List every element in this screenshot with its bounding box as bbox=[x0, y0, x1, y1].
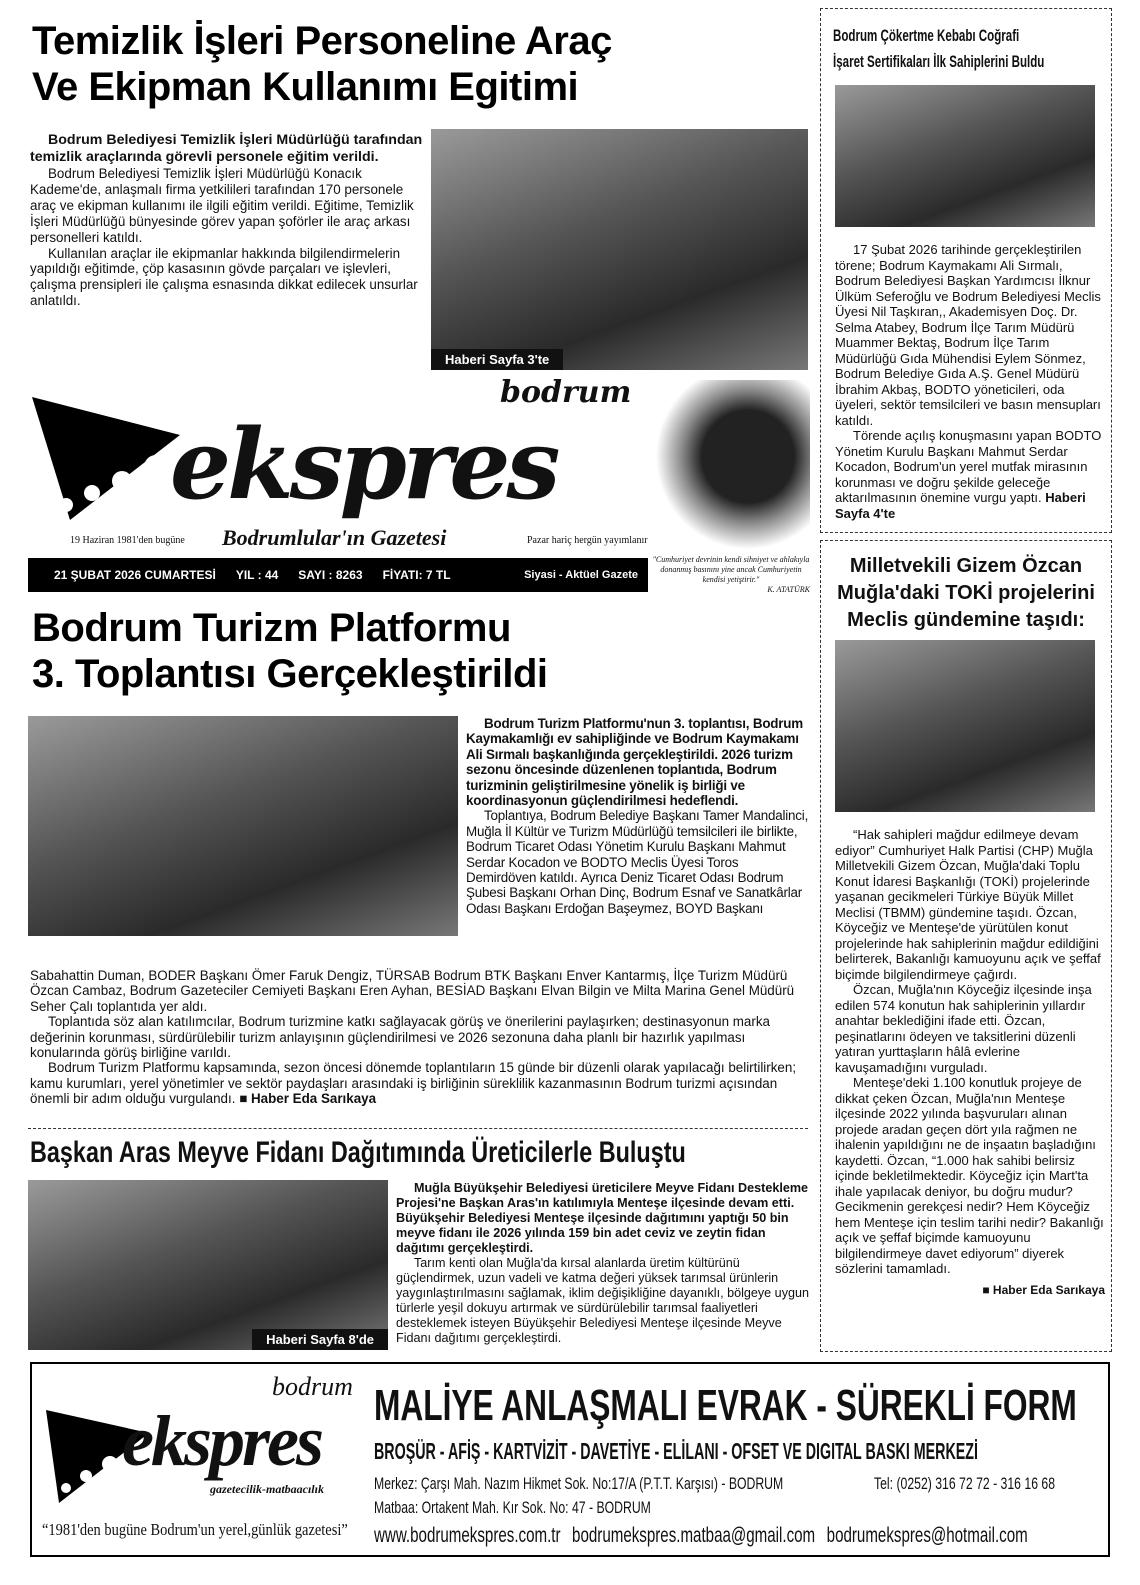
ad-title: MALİYE ANLAŞMALI EVRAK - SÜREKLİ FORM bbox=[374, 1381, 1077, 1430]
issue-year: YIL : 44 bbox=[235, 568, 279, 582]
masthead-logo bbox=[30, 375, 650, 555]
divider bbox=[28, 1128, 808, 1129]
story1-body bbox=[30, 132, 425, 309]
headline-line: 3. Toplantısı Gerçekleştirildi bbox=[32, 652, 548, 696]
headline-line: İşaret Sertifikaları İlk Sahiplerini Buldu bbox=[833, 52, 1045, 71]
certificate-ceremony-photo bbox=[835, 85, 1095, 227]
quote-text: "Cumhuriyet devrinin kendi sihniyet ve ahlakıyla donanmış basınını yine ancak Cumhuriyetin kendisi yetiştirir." bbox=[652, 555, 810, 584]
story3-headline: Başkan Aras Meyve Fidanı Dağıtımında Üreticilerle Buluştu bbox=[30, 1136, 686, 1169]
continued-link: Haberi Sayfa 4'te bbox=[835, 490, 1086, 521]
story2-body bbox=[30, 968, 808, 1107]
side1-headline bbox=[833, 23, 1044, 75]
story2-lead: Bodrum Turizm Platformu'nun 3. toplantısı, Bodrum Kaymakamlığı ev sahipliğinde ve Bodrum Kaymakamı Ali Sırmalı başkanlığında gerçekleştirildi. 2026 turizm sezonu öncesinde düzenlenen toplantıda, Bodrum turizminin geliştirilmesine yönelik iş birliği ve koordinasyonun güçlendirilmesi hedeflendi. bbox=[466, 716, 803, 809]
ad-address-center: Merkez: Çarşı Mah. Nazım Hikmet Sok. No:17/A (P.T.T. Karşısı) - BODRUM bbox=[374, 1474, 784, 1493]
ad-motto: “1981'den bugüne Bodrum'un yerel,günlük gazetesi” bbox=[42, 1520, 348, 1539]
headline-line: Bodrum Çökertme Kebabı Coğrafi bbox=[833, 26, 1020, 45]
ataturk-quote bbox=[652, 555, 810, 595]
story2-headline bbox=[32, 605, 822, 697]
ad-logo-sub: gazetecilik-matbaacılık bbox=[210, 1482, 324, 1496]
ad-services: BROŞÜR - AFİŞ - KARTVİZİT - DAVETİYE - ELİLANI - OFSET VE DIGITAL BASKI MERKEZİ bbox=[374, 1438, 978, 1464]
story1-headline bbox=[32, 18, 822, 110]
issue-info-bar bbox=[28, 558, 648, 592]
print-shop-ad bbox=[30, 1362, 1110, 1557]
photo-caption: Haberi Sayfa 8'de bbox=[252, 1329, 388, 1350]
side-story-toki bbox=[820, 540, 1112, 1352]
ad-website-link[interactable]: www.bodrumekspres.com.tr bbox=[374, 1524, 561, 1547]
issue-date: 21 ŞUBAT 2026 CUMARTESİ bbox=[54, 568, 216, 582]
byline: ■ Haber Eda Sarıkaya bbox=[239, 1091, 377, 1107]
paper-type: Siyasi - Aktüel Gazete bbox=[524, 569, 638, 581]
quote-author: K. ATATÜRK bbox=[767, 585, 810, 594]
ad-logo-name: ekspres bbox=[122, 1401, 321, 1481]
since-text: 19 Haziran 1981'den bugüne bbox=[70, 535, 185, 546]
paragraph: Bodrum Belediyesi Temizlik İşleri Müdürlüğü Konacık Kademe'de, anlaşmalı firma yetkilileri tarafından 170 personele araç ve ekipman kullanımı ile ilgili eğitim verildi. Eğitime, Temizlik İşleri Müdürlüğü bünyesinde görev yapan şoförler ile araç arkası personelleri katıldı. bbox=[30, 166, 414, 245]
issue-price: FİYATI: 7 TL bbox=[382, 568, 451, 582]
story3-body bbox=[396, 1181, 810, 1346]
ad-email-link[interactable]: bodrumekspres@hotmail.com bbox=[826, 1524, 1028, 1547]
headline-line: Ve Ekipman Kullanımı Egitimi bbox=[32, 65, 579, 109]
paragraph: Törende açılış konuşmasını yapan BODTO Yönetim Kurulu Başkanı Mahmut Serdar Kocadon, Bodrum'un yerel mutfak mirasının korunması ve doğru şekilde geleceğe aktarılmasının önemine vurgu yaptı. bbox=[835, 428, 1102, 505]
garbage-truck-photo bbox=[431, 129, 808, 370]
ad-logo-small: bodrum bbox=[272, 1372, 353, 1401]
ad-contacts bbox=[374, 1524, 1028, 1548]
side-story-kebab bbox=[820, 8, 1112, 533]
story1-lead: Bodrum Belediyesi Temizlik İşleri Müdürlüğü tarafından temizlik araçlarında görevli personele eğitim verildi. bbox=[30, 132, 423, 165]
issue-number: SAYI : 8263 bbox=[298, 568, 363, 582]
ad-email-link[interactable]: bodrumekspres.matbaa@gmail.com bbox=[572, 1524, 816, 1547]
paragraph: “Hak sahipleri mağdur edilmeye devam ediyor” Cumhuriyet Halk Partisi (CHP) Muğla Milletvekili Gizem Özcan, Muğla'daki Toplu Konut İdaresi Başkanlığı (TOKİ) projelerinde yaşanan gecikmeleri Türkiye Büyük Millet Meclisi (TBMM) gündemine taşıdı. Özcan, Köyceğiz ve Menteşe'de yürütülen konut projelerinde hak sahiplerinin mağdur edildiğini belirterek, Bakanlığı kamuoyunu açık ve şeffaf biçimde bilgilendirmeye çağırdı. bbox=[835, 827, 1101, 982]
headline-line: Temizlik İşleri Personeline Araç bbox=[32, 19, 612, 63]
frequency-text: Pazar hariç hergün yayımlanır bbox=[527, 535, 648, 546]
logo-triangle-icon bbox=[30, 395, 190, 525]
side2-headline: Milletvekili Gizem Özcan Muğla'daki TOKİ projelerini Meclis gündemine taşıdı: bbox=[837, 555, 1095, 631]
byline: ■ Haber Eda Sarıkaya bbox=[982, 1282, 1105, 1297]
paragraph: Kullanılan araçlar ile ekipmanlar hakkında bilgilendirmelerin yapıldığı eğitimde, çöp kasasının gövde parçaları ve işlevleri, çalışma prensipleri ile çalışma esnasında dikkat edilecek unsurlar anlatıldı. bbox=[30, 245, 418, 309]
paragraph: 17 Şubat 2026 tarihinde gerçekleştirilen törene; Bodrum Kaymakamı Ali Sırmalı, Bodrum Belediyesi Başkan Yardımcısı İlknur Ülküm Seferoğlu ve Bodrum Belediyesi Meclis Üyesi Nil Taşkıran,, Akademisyen Doç. Dr. Selma Atabey, Bodrum İlçe Tarım Müdürü Muammer Bektaş, Bodrum İlçe Tarım Müdürlüğü Gıda Mühendisi Eylem Sönmez, Bodrum Belediye Gıda A.Ş. Genel Müdürü İbrahim Akbaş, BODTO yöneticileri, oda üyeleri, sektör temsilcileri ve basın mensupları katıldı. bbox=[835, 242, 1101, 428]
logo-name: ekspres bbox=[170, 408, 557, 521]
paragraph: Toplantıda söz alan katılımcılar, Bodrum turizmine katkı sağlayacak görüş ve önerilerini paylaşırken; destinasyonun marka değerinin korunması, sürdürülebilir turizm anlayışının güçlendirilmesi ve 2026 sezonuna daha planlı bir hazırlık yapılması konularında görüş birliğine varıldı. bbox=[30, 1014, 770, 1061]
headline-line: Bodrum Turizm Platformu bbox=[32, 606, 511, 650]
logo-small: bodrum bbox=[500, 375, 632, 410]
meeting-photo bbox=[28, 716, 458, 936]
paragraph: Sabahattin Duman, BODER Başkanı Ömer Faruk Dengiz, TÜRSAB Bodrum BTK Başkanı Enver Kantarmış, İlçe Turizm Müdürü Özcan Cambaz, Bodrum Gazeteciler Cemiyeti Başkanı Eren Ayhan, BESİAD Başkanı Elvan Bilgin ve Milta Marina Genel Müdürü Seher Çalı toplantıda yer aldı. bbox=[30, 968, 795, 1014]
photo-caption: Haberi Sayfa 3'te bbox=[431, 349, 563, 370]
ad-address-print: Matbaa: Ortakent Mah. Kır Sok. No: 47 - BODRUM bbox=[374, 1498, 651, 1517]
ad-phone[interactable]: Tel: (0252) 316 72 72 - 316 16 68 bbox=[874, 1474, 1056, 1493]
paragraph: Menteşe'deki 1.100 konutluk projeye de dikkat çeken Özcan, Muğla'nın Menteşe ilçesinde 2022 yılında başvuruları alınan projede aradan geçen dört yıla rağmen ne ihalenin yapıldığını ne de inşaatın başladığını kaydetti. Özcan, “1.000 hak sahibi belirsiz içinde bekletilmektedir. Köyceğiz için Mart'ta ihale yapılacak deniyor, bu doğru mudur? Gecikmenin gerekçesi nedir? Hem Köyceğiz hem Menteşe için teslim tarihi nedir? Bakanlığı açık ve şeffaf biçimde kamuoyunu bilgilendirmeye davet ediyorum” diyerek sözlerini tamamladı. bbox=[835, 1075, 1104, 1276]
parliament-photo bbox=[835, 640, 1095, 812]
paragraph: Tarım kenti olan Muğla'da kırsal alanlarda üretim kültürünü güçlendirmek, uzun vadeli ve katma değeri yüksek tarımsal ürünlerin yaygınlaştırılmasını sağlamak, iklim değişikliğine dayanıklı, bölgeye uygun türlerle yeşil dokuyu artırmak ve sürdürülebilir tarımsal faaliyetleri desteklemek isteyen Büyükşehir Belediyesi Menteşe ilçesinde Meyve Fidanı dağıtımı gerçekleştirdi. bbox=[396, 1256, 809, 1345]
paragraph: Bodrum Turizm Platformu kapsamında, sezon öncesi dönemde toplantıların 15 günde bir düzenli olarak yapılacağı belirtilirken; kamu kurumları, yerel yönetimler ve sektör paydaşları arasındaki iş birliğinin süreklilik kazanmasının Bodrum turizmi açısından önemli bir adım olduğu vurgulandı. bbox=[30, 1060, 797, 1107]
sapling-photo bbox=[28, 1180, 388, 1350]
paragraph: Toplantıya, Bodrum Belediye Başkanı Tamer Mandalinci, Muğla İl Kültür ve Turizm Müdürlüğü temsilcileri ile birlikte, Bodrum Ticaret Odası Yönetim Kurulu Başkanı Mahmut Serdar Kocadon ve BODTO Meclis Üyesi Toros Demirdöven katıldı. Ayrıca Deniz Ticaret Odası Bodrum Şubesi Başkanı Orhan Dinç, Bodrum Esnaf ve Sanatkârlar Odası Başkanı Erdoğan Başeymez, BOYD Başkanı bbox=[466, 808, 809, 916]
slogan: Bodrumlular'ın Gazetesi bbox=[222, 525, 447, 550]
paragraph: Özcan, Muğla'nın Köyceğiz ilçesinde inşa edilen 574 konutun hak sahiplerinin yıllardır anahtar beklediğini ifade etti. Özcan, peşinatlarını ödeyen ve taksitlerini düzenli yatıran yurttaşların hâlâ evlerine kavuşamadığını vurguladı. bbox=[835, 982, 1092, 1075]
story2-col bbox=[466, 716, 810, 916]
ataturk-portrait bbox=[655, 380, 810, 550]
story3-lead: Muğla Büyükşehir Belediyesi üreticilere Meyve Fidanı Destekleme Projesi'ne Başkan Aras'ın katılımıyla Menteşe ilçesinde devam etti. Büyükşehir Belediyesi Menteşe ilçesinde dağıtımını yaptığı 50 bin meyve fidanı ile 2026 yılında 159 bin adet ceviz ve zeytin fidan dağıtımı gerçekleştirdi. bbox=[396, 1181, 809, 1255]
